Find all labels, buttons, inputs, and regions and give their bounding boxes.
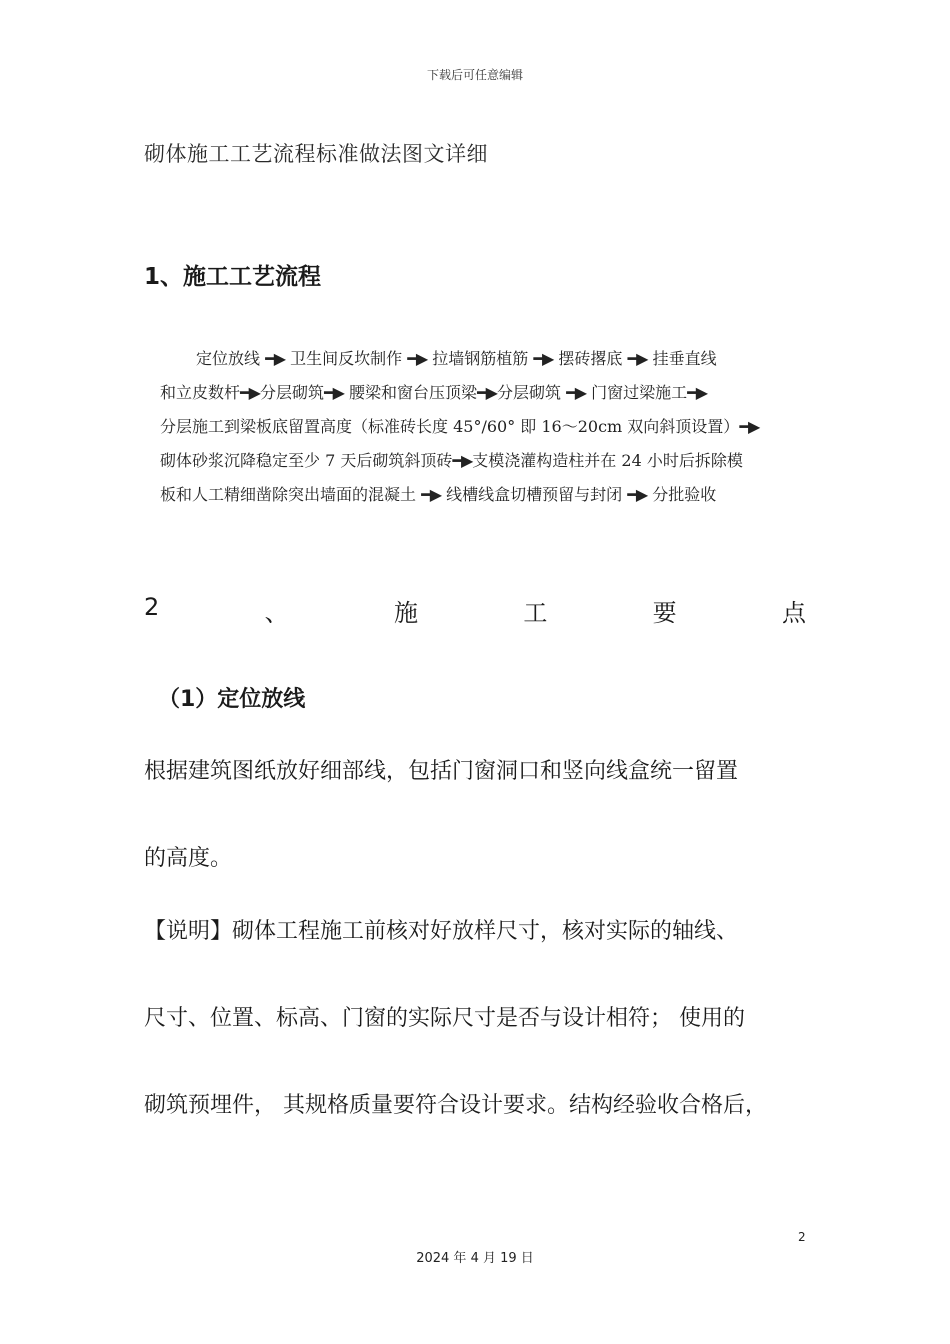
flow-arrow-icon: ━▶ xyxy=(477,383,497,402)
flow-arrow-icon: ━▶ xyxy=(627,485,648,504)
flow-arrow-icon: ━▶ xyxy=(627,349,648,368)
flow-step: 砌体砂浆沉降稳定至少 7 天后砌筑斜顶砖 xyxy=(160,451,453,470)
flow-step: 分层施工到梁板底留置高度（标准砖长度 45°/60° 即 16～20cm 双向斜顶设置） xyxy=(160,417,740,436)
section-2-heading xyxy=(144,593,806,628)
flow-line-3 xyxy=(160,414,759,437)
footer-date: 2024 年 4 月 19 日 xyxy=(416,1251,534,1266)
flow-step: 分层砌筑 xyxy=(496,383,561,402)
note-line: 砌筑预埋件， 其规格质量要符合设计要求。结构经验收合格后， xyxy=(144,1093,767,1118)
flow-arrow-icon: ━▶ xyxy=(739,417,760,436)
flow-step: 腰梁和窗台压顶梁 xyxy=(349,383,478,402)
flow-arrow-icon: ━▶ xyxy=(421,485,442,504)
paragraph-line: 的高度。 xyxy=(144,846,233,871)
flow-arrow-icon: ━▶ xyxy=(323,383,344,402)
flow-step: 拉墙钢筋植筋 xyxy=(432,349,529,368)
subsection-1-heading: （1）定位放线 xyxy=(158,687,306,712)
paragraph-line: 根据建筑图纸放好细部线，包括门窗洞口和竖向线盒统一留置 xyxy=(144,759,739,784)
flow-step: 门窗过梁施工 xyxy=(591,383,688,402)
flow-step: 线槽线盒切槽预留与封闭 xyxy=(446,485,623,504)
flow-arrow-icon: ━▶ xyxy=(407,349,428,368)
flow-step: 分批验收 xyxy=(652,485,717,504)
heading-char: 、 xyxy=(264,599,289,627)
flow-step: 摆砖撂底 xyxy=(558,349,623,368)
page-number: 2 xyxy=(798,1230,806,1244)
flow-arrow-icon: ━▶ xyxy=(240,383,260,402)
flow-arrow-icon: ━▶ xyxy=(533,349,554,368)
flow-step: 卫生间反坎制作 xyxy=(290,349,403,368)
flow-arrow-icon: ━▶ xyxy=(452,451,473,470)
flow-step: 支模浇灌构造柱并在 24 小时后拆除模 xyxy=(472,451,743,470)
header-note: 下载后可任意编辑 xyxy=(426,68,523,82)
flow-arrow-icon: ━▶ xyxy=(265,349,286,368)
heading-char: 2 xyxy=(144,593,160,621)
note-line: 【说明】砌体工程施工前核对好放样尺寸，核对实际的轴线、 xyxy=(144,919,739,944)
heading-char: 施 xyxy=(393,599,418,627)
document-title: 砌体施工工艺流程标准做法图文详细 xyxy=(144,142,488,166)
section-1-heading: 1、施工工艺流程 xyxy=(144,264,322,290)
flow-line-4 xyxy=(160,448,743,471)
flow-step: 定位放线 xyxy=(196,349,261,368)
flow-line-1 xyxy=(196,346,717,369)
flow-arrow-icon: ━▶ xyxy=(566,383,586,402)
flow-arrow-icon: ━▶ xyxy=(687,383,708,402)
heading-char: 工 xyxy=(523,599,548,627)
flow-step: 分层砌筑 xyxy=(259,383,324,402)
flow-line-2 xyxy=(160,380,707,403)
flow-step: 挂垂直线 xyxy=(652,349,717,368)
flow-step: 和立皮数杆 xyxy=(160,383,241,402)
flow-step: 板和人工精细凿除突出墙面的混凝土 xyxy=(160,485,417,504)
heading-char: 点 xyxy=(782,599,806,627)
heading-char: 要 xyxy=(652,599,677,627)
note-line: 尺寸、位置、标高、门窗的实际尺寸是否与设计相符； 使用的 xyxy=(144,1006,745,1031)
flow-line-5 xyxy=(160,482,716,505)
